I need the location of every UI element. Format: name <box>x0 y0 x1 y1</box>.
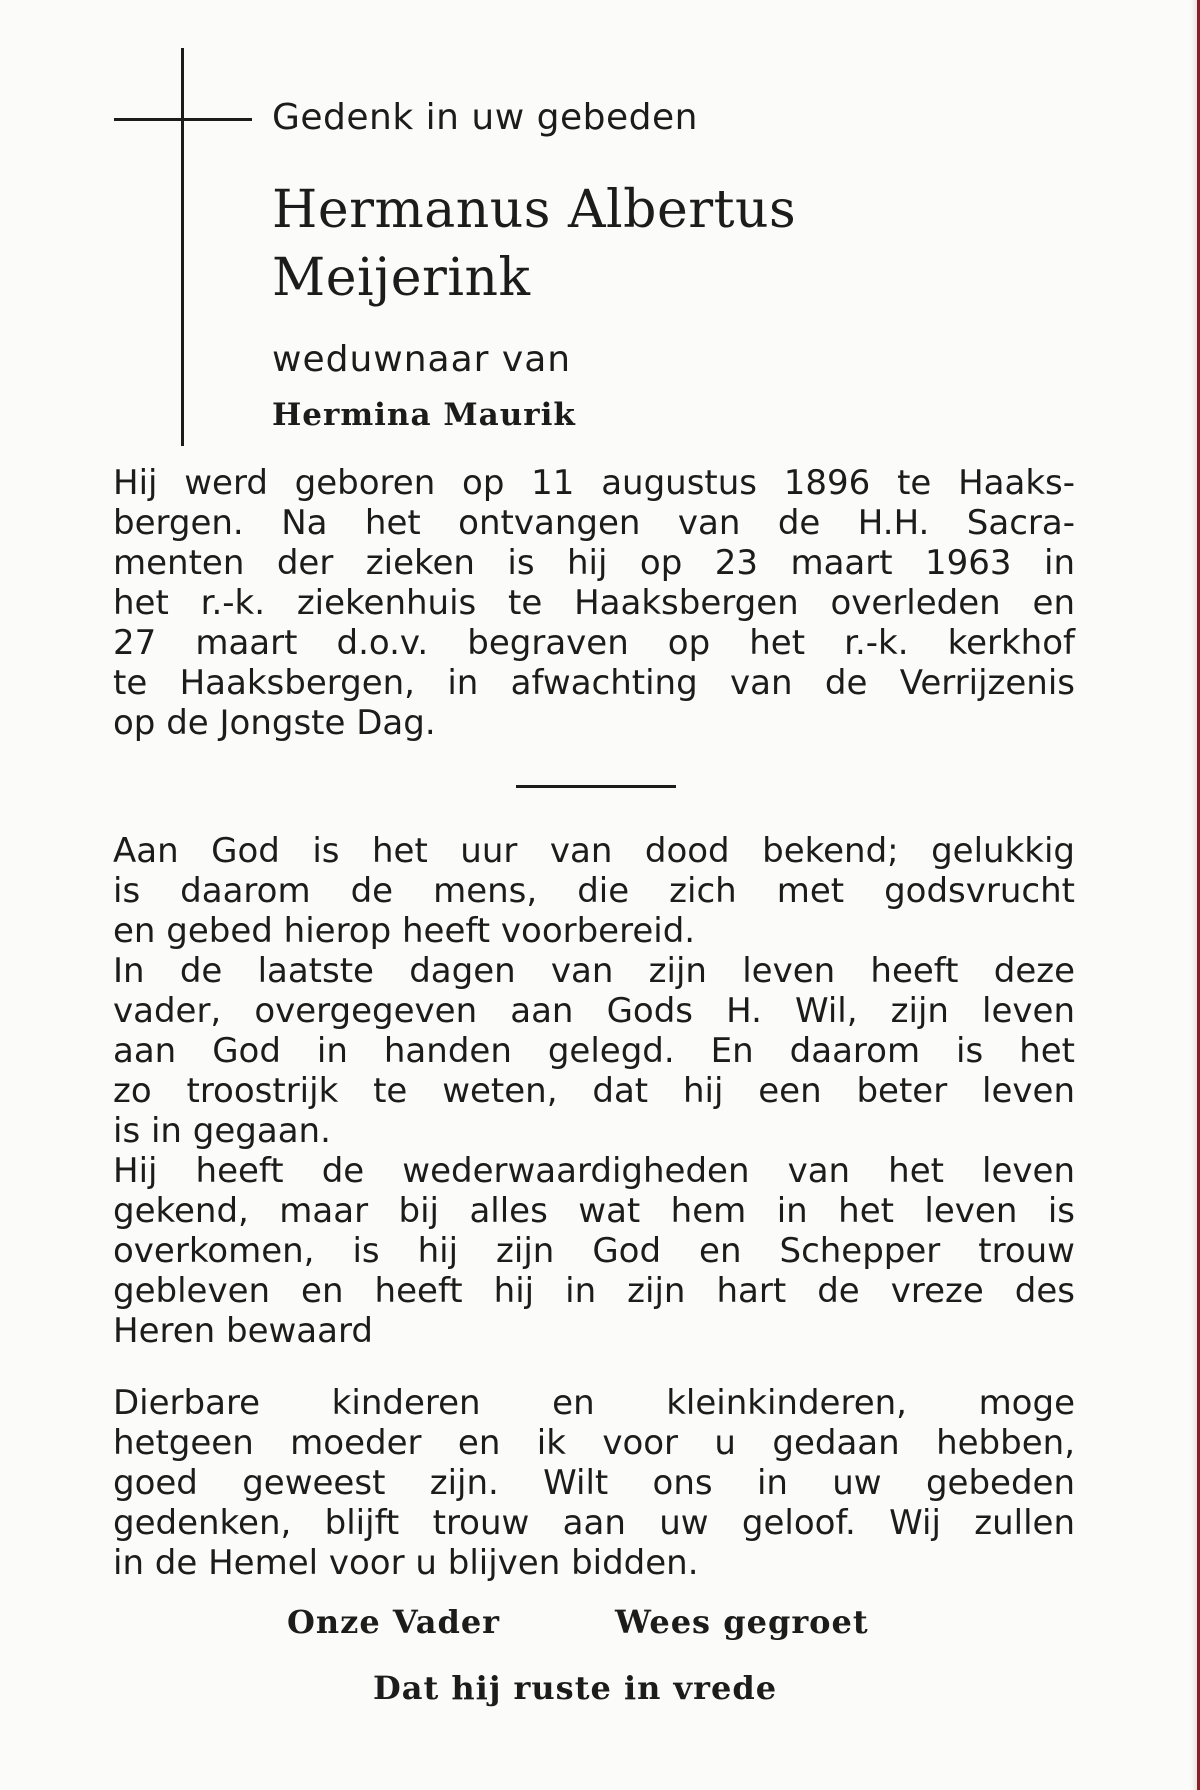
reflection-line: overkomen, is hij zijn God en Schepper trouw <box>113 1231 1075 1271</box>
intro-text: Gedenk in uw gebeden <box>272 97 698 138</box>
reflection-line: Heren bewaard <box>113 1311 373 1351</box>
reflection-line: gekend, maar bij alles wat hem in het leven is <box>113 1191 1075 1231</box>
cross-icon-horizontal <box>114 118 252 121</box>
reflection-line: Hij heeft de wederwaardigheden van het leven <box>113 1151 1075 1191</box>
biography-line: het r.-k. ziekenhuis te Haaksbergen overleden en <box>113 583 1075 623</box>
biography-line: menten der zieken is hij op 23 maart 1963 in <box>113 543 1075 583</box>
cross-icon-vertical <box>181 48 184 446</box>
biography-line: op de Jongste Dag. <box>113 703 436 743</box>
spouse-name: Hermina Maurik <box>272 397 576 433</box>
farewell-line: gedenken, blijft trouw aan uw geloof. Wij zullen <box>113 1503 1075 1543</box>
deceased-name-line1: Hermanus Albertus <box>272 180 797 240</box>
prayer-our-father: Onze Vader <box>287 1603 501 1641</box>
reflection-line: In de laatste dagen van zijn leven heeft deze <box>113 951 1075 991</box>
deceased-name-line2: Meijerink <box>272 248 531 308</box>
reflection-line: is in gegaan. <box>113 1111 331 1151</box>
biography-line: te Haaksbergen, in afwachting van de Verrijzenis <box>113 663 1075 703</box>
reflection-line: gebleven en heeft hij in zijn hart de vreze des <box>113 1271 1075 1311</box>
biography-line: 27 maart d.o.v. begraven op het r.-k. kerkhof <box>113 623 1075 663</box>
section-divider <box>516 785 676 788</box>
farewell-line: goed geweest zijn. Wilt ons in uw gebeden <box>113 1463 1075 1503</box>
reflection-line: aan God in handen gelegd. En daarom is het <box>113 1031 1075 1071</box>
reflection-line: is daarom de mens, die zich met godsvrucht <box>113 871 1075 911</box>
farewell-line: hetgeen moeder en ik voor u gedaan hebben, <box>113 1423 1075 1463</box>
prayer-hail-mary: Wees gegroet <box>615 1603 869 1641</box>
closing-text: Dat hij ruste in vrede <box>373 1669 778 1707</box>
biography-line: bergen. Na het ontvangen van de H.H. Sacra- <box>113 503 1075 543</box>
relation-text: weduwnaar van <box>272 339 572 380</box>
farewell-line: Dierbare kinderen en kleinkinderen, moge <box>113 1383 1075 1423</box>
reflection-line: zo troostrijk te weten, dat hij een beter leven <box>113 1071 1075 1111</box>
reflection-line: Aan God is het uur van dood bekend; gelukkig <box>113 831 1075 871</box>
reflection-line: vader, overgegeven aan Gods H. Wil, zijn leven <box>113 991 1075 1031</box>
farewell-line: in de Hemel voor u blijven bidden. <box>113 1543 699 1583</box>
reflection-line: en gebed hierop heeft voorbereid. <box>113 911 696 951</box>
biography-line: Hij werd geboren op 11 augustus 1896 te Haaks- <box>113 463 1075 503</box>
